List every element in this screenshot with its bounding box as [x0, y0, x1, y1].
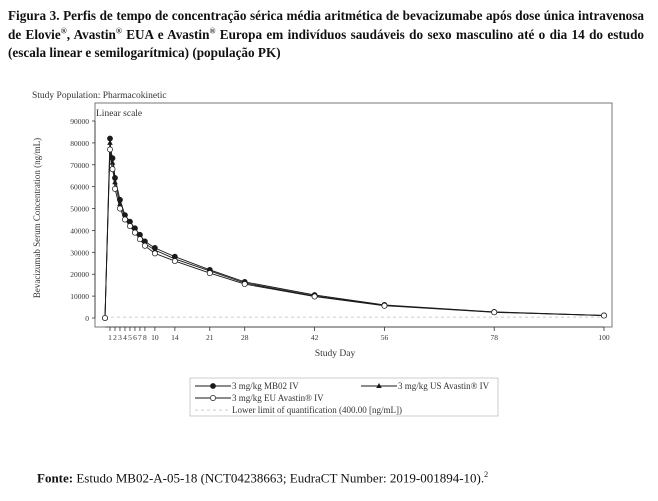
x-tick-label: 21 [206, 333, 214, 342]
y-tick-label: 90000 [70, 117, 89, 126]
y-tick-label: 80000 [70, 138, 89, 148]
legend-label-lloq: Lower limit of quantification (400.00 [ng/mL]) [232, 405, 402, 415]
x-tick-label: 28 [240, 333, 249, 342]
y-tick-label: 30000 [70, 248, 89, 258]
data-point [137, 237, 142, 242]
x-tick-label: 78 [490, 333, 498, 342]
x-tick-label: 7 [138, 333, 142, 342]
series-line [105, 143, 604, 318]
data-point [142, 243, 147, 248]
x-tick-label: 3 [118, 333, 122, 342]
source-note: Fonte: Estudo MB02-A-05-18 (NCT04238663; EudraCT Number: 2019-001894-10).$^2$ [37, 470, 489, 486]
chart-legend [190, 378, 498, 416]
x-tick-label: 100 [598, 333, 610, 342]
series-2 [102, 147, 606, 321]
x-tick-label: 2 [113, 333, 117, 342]
data-point [210, 383, 215, 388]
y-tick-label: 50000 [70, 204, 89, 214]
data-point [110, 167, 115, 172]
data-point [102, 315, 107, 320]
series-0 [102, 136, 606, 321]
legend-label-eu-avastin: 3 mg/kg EU Avastin® IV [232, 393, 324, 403]
data-point [207, 271, 212, 276]
y-tick-label: 60000 [70, 182, 89, 192]
legend-label-us-avastin: 3 mg/kg US Avastin® IV [398, 381, 490, 391]
data-point [132, 230, 137, 235]
data-point [601, 313, 606, 318]
y-tick-label: 10000 [70, 292, 89, 302]
series-line [105, 139, 604, 319]
x-tick-label: 10 [151, 333, 159, 342]
data-point [127, 223, 132, 228]
x-tick-label: 14 [171, 333, 179, 342]
y-tick-label: 20000 [70, 270, 89, 280]
legend-label-mb02: 3 mg/kg MB02 IV [232, 381, 299, 391]
series-1 [102, 140, 607, 320]
data-point [376, 383, 382, 388]
y-tick-label: 40000 [70, 226, 89, 236]
data-point [242, 281, 247, 286]
figure-caption: Figura 3. Perfis de tempo de concentração sérica média aritmética de bevacizumabe após dose única intravenosa de Elovie®, Avastin® EUA e Avastin® Europa em indivíduos saudáveis do sexo masculino até o dia 14 do estudo (escala linear e semilogarítmica) (população PK) [8, 8, 645, 60]
x-tick-label: 1 [108, 333, 112, 342]
data-point [117, 206, 122, 211]
plot-frame [95, 103, 612, 327]
y-tick-label: 70000 [70, 160, 89, 170]
scale-label: Linear scale [96, 109, 143, 119]
data-point [112, 186, 117, 191]
data-point [210, 395, 215, 400]
data-point [107, 147, 112, 152]
data-point [492, 310, 497, 315]
x-tick-label: 5 [128, 333, 132, 342]
x-tick-label: 4 [123, 333, 127, 342]
x-tick-label: 56 [380, 333, 389, 342]
data-point [312, 294, 317, 299]
x-axis-label: Study Day [314, 349, 356, 359]
data-point [122, 217, 127, 222]
series-line [105, 150, 604, 319]
data-point [152, 251, 157, 256]
x-tick-label: 6 [133, 333, 137, 342]
x-tick-label: 8 [143, 333, 147, 342]
data-point [382, 303, 387, 308]
y-tick-label: 0 [85, 314, 89, 323]
data-point [172, 258, 177, 263]
population-label: Study Population: Pharmacokinetic [32, 91, 167, 101]
x-tick-label: 42 [310, 333, 319, 342]
y-axis-label: Bevacizumab Serum Concentration (ng/mL) [32, 137, 42, 299]
